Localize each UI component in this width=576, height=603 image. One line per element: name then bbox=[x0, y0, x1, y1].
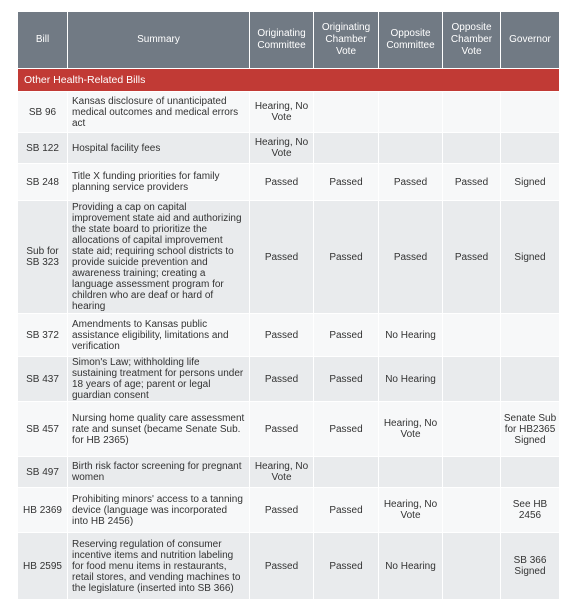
opposite-committee-status: Passed bbox=[379, 201, 443, 314]
opposite-chamber-status bbox=[443, 402, 501, 457]
opposite-committee-status: Hearing, No Vote bbox=[379, 488, 443, 533]
originating-chamber-status bbox=[314, 92, 379, 133]
bill-status-table bbox=[17, 11, 560, 600]
table-row bbox=[18, 533, 560, 600]
governor-status: Senate Sub for HB2365 Signed bbox=[501, 402, 560, 457]
opposite-committee-status bbox=[379, 457, 443, 488]
header-originating-chamber-vote: Originating Chamber Vote bbox=[314, 12, 379, 69]
bill-number: Sub for SB 323 bbox=[18, 201, 68, 314]
originating-committee-status: Passed bbox=[250, 357, 314, 402]
governor-status bbox=[501, 92, 560, 133]
bill-summary: Hospital facility fees bbox=[68, 133, 250, 164]
originating-committee-status: Passed bbox=[250, 402, 314, 457]
bill-number: SB 497 bbox=[18, 457, 68, 488]
originating-committee-status: Passed bbox=[250, 314, 314, 357]
bill-summary: Prohibiting minors' access to a tanning device (language was incorporated into HB 2456) bbox=[68, 488, 250, 533]
table-row bbox=[18, 164, 560, 201]
opposite-chamber-status bbox=[443, 457, 501, 488]
opposite-chamber-status bbox=[443, 133, 501, 164]
governor-status: Signed bbox=[501, 201, 560, 314]
governor-status bbox=[501, 314, 560, 357]
governor-status: See HB 2456 bbox=[501, 488, 560, 533]
section-title: Other Health-Related Bills bbox=[18, 69, 560, 92]
originating-chamber-status: Passed bbox=[314, 533, 379, 600]
opposite-chamber-status bbox=[443, 533, 501, 600]
header-originating-committee: Originating Committee bbox=[250, 12, 314, 69]
originating-chamber-status: Passed bbox=[314, 164, 379, 201]
table-row bbox=[18, 457, 560, 488]
table-row bbox=[18, 314, 560, 357]
bill-number: SB 248 bbox=[18, 164, 68, 201]
bill-number: SB 437 bbox=[18, 357, 68, 402]
section-row bbox=[18, 69, 560, 92]
originating-chamber-status: Passed bbox=[314, 314, 379, 357]
opposite-committee-status: Hearing, No Vote bbox=[379, 402, 443, 457]
opposite-chamber-status: Passed bbox=[443, 201, 501, 314]
opposite-chamber-status: Passed bbox=[443, 164, 501, 201]
table-row bbox=[18, 201, 560, 314]
bill-number: SB 372 bbox=[18, 314, 68, 357]
opposite-chamber-status bbox=[443, 314, 501, 357]
governor-status bbox=[501, 133, 560, 164]
bill-summary: Amendments to Kansas public assistance eligibility, limitations and verification bbox=[68, 314, 250, 357]
bill-summary: Reserving regulation of consumer incentive items and nutrition labeling for food menu items in restaurants, retail stores, and vending machines to the legislature (inserted into SB 366) bbox=[68, 533, 250, 600]
originating-committee-status: Hearing, No Vote bbox=[250, 457, 314, 488]
originating-committee-status: Passed bbox=[250, 201, 314, 314]
bill-number: SB 457 bbox=[18, 402, 68, 457]
originating-committee-status: Hearing, No Vote bbox=[250, 92, 314, 133]
opposite-committee-status bbox=[379, 92, 443, 133]
opposite-committee-status: No Hearing bbox=[379, 314, 443, 357]
table-row bbox=[18, 402, 560, 457]
bill-number: HB 2595 bbox=[18, 533, 68, 600]
originating-chamber-status: Passed bbox=[314, 201, 379, 314]
header-opposite-chamber-vote: Opposite Chamber Vote bbox=[443, 12, 501, 69]
bill-summary: Providing a cap on capital improvement state aid and authorizing the state board to prioritize the allocations of capital improvement state aid; requiring school districts to provide suicide prevention and awareness training; creating a language assessment program for children who are deaf or hard of hearing bbox=[68, 201, 250, 314]
originating-chamber-status: Passed bbox=[314, 402, 379, 457]
header-opposite-committee: Opposite Committee bbox=[379, 12, 443, 69]
bill-summary: Title X funding priorities for family planning service providers bbox=[68, 164, 250, 201]
opposite-committee-status: No Hearing bbox=[379, 357, 443, 402]
originating-committee-status: Passed bbox=[250, 533, 314, 600]
bill-number: HB 2369 bbox=[18, 488, 68, 533]
governor-status bbox=[501, 457, 560, 488]
bill-number: SB 96 bbox=[18, 92, 68, 133]
opposite-chamber-status bbox=[443, 488, 501, 533]
header-row bbox=[18, 12, 560, 69]
bill-summary: Nursing home quality care assessment rate and sunset (became Senate Sub. for HB 2365) bbox=[68, 402, 250, 457]
originating-committee-status: Passed bbox=[250, 164, 314, 201]
originating-chamber-status bbox=[314, 133, 379, 164]
opposite-committee-status: Passed bbox=[379, 164, 443, 201]
table-row bbox=[18, 92, 560, 133]
opposite-chamber-status bbox=[443, 92, 501, 133]
governor-status: SB 366 Signed bbox=[501, 533, 560, 600]
opposite-chamber-status bbox=[443, 357, 501, 402]
bill-status-table-container bbox=[17, 11, 559, 600]
header-governor: Governor bbox=[501, 12, 560, 69]
opposite-committee-status bbox=[379, 133, 443, 164]
originating-chamber-status bbox=[314, 457, 379, 488]
table-row bbox=[18, 488, 560, 533]
bill-summary: Birth risk factor screening for pregnant women bbox=[68, 457, 250, 488]
originating-chamber-status: Passed bbox=[314, 357, 379, 402]
originating-committee-status: Hearing, No Vote bbox=[250, 133, 314, 164]
header-bill: Bill bbox=[18, 12, 68, 69]
bill-summary: Kansas disclosure of unanticipated medical outcomes and medical errors act bbox=[68, 92, 250, 133]
bill-number: SB 122 bbox=[18, 133, 68, 164]
table-row bbox=[18, 133, 560, 164]
header-summary: Summary bbox=[68, 12, 250, 69]
originating-chamber-status: Passed bbox=[314, 488, 379, 533]
opposite-committee-status: No Hearing bbox=[379, 533, 443, 600]
originating-committee-status: Passed bbox=[250, 488, 314, 533]
governor-status: Signed bbox=[501, 164, 560, 201]
table-row bbox=[18, 357, 560, 402]
governor-status bbox=[501, 357, 560, 402]
bill-summary: Simon's Law; withholding life sustaining treatment for persons under 18 years of age; parent or legal guardian consent bbox=[68, 357, 250, 402]
